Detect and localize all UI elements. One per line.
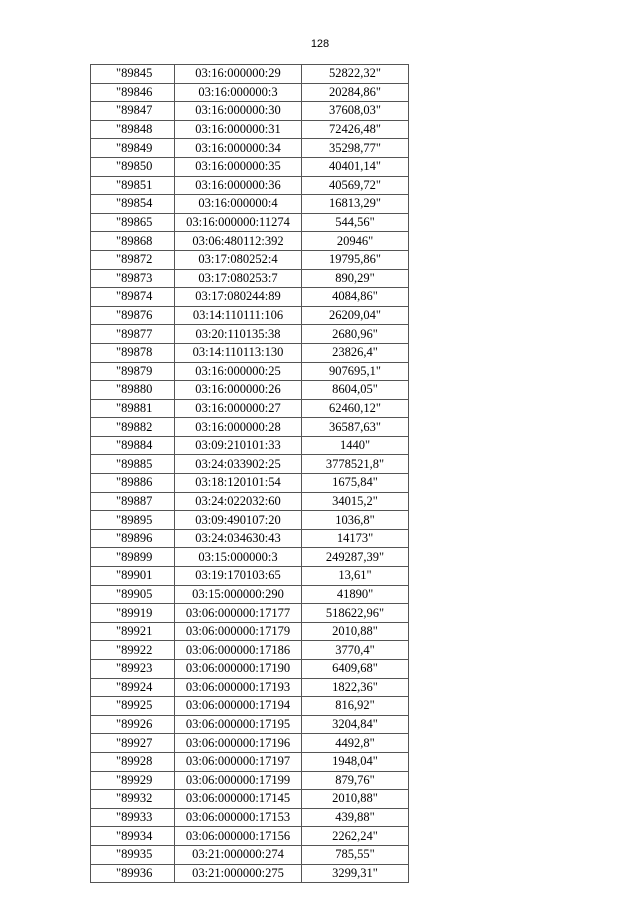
table-row (91, 529, 409, 548)
table-row (91, 176, 409, 195)
row-id-cell: "89919 (91, 604, 175, 623)
row-id-cell: "89880 (91, 381, 175, 400)
table-row (91, 641, 409, 660)
cadastral-number-cell: 03:16:000000:34 (175, 139, 302, 158)
cadastral-number-cell: 03:16:000000:29 (175, 65, 302, 84)
row-id-cell: "89878 (91, 343, 175, 362)
row-id-cell: "89932 (91, 790, 175, 809)
row-id-cell: "89884 (91, 436, 175, 455)
row-id-cell: "89934 (91, 827, 175, 846)
value-cell: 785,55" (302, 845, 409, 864)
row-id-cell: "89882 (91, 418, 175, 437)
row-id-cell: "89846 (91, 83, 175, 102)
value-cell: 40569,72" (302, 176, 409, 195)
row-id-cell: "89851 (91, 176, 175, 195)
row-id-cell: "89923 (91, 660, 175, 679)
table-row (91, 511, 409, 530)
row-id-cell: "89929 (91, 771, 175, 790)
value-cell: 3299,31" (302, 864, 409, 883)
value-cell: 3778521,8" (302, 455, 409, 474)
value-cell: 3204,84" (302, 715, 409, 734)
cadastral-number-cell: 03:16:000000:11274 (175, 213, 302, 232)
row-id-cell: "89887 (91, 492, 175, 511)
value-cell: 907695,1" (302, 362, 409, 381)
cadastral-number-cell: 03:15:000000:3 (175, 548, 302, 567)
table-row (91, 436, 409, 455)
row-id-cell: "89936 (91, 864, 175, 883)
value-cell: 2262,24" (302, 827, 409, 846)
row-id-cell: "89925 (91, 697, 175, 716)
value-cell: 36587,63" (302, 418, 409, 437)
cadastral-number-cell: 03:06:000000:17199 (175, 771, 302, 790)
table-row (91, 678, 409, 697)
row-id-cell: "89874 (91, 288, 175, 307)
row-id-cell: "89935 (91, 845, 175, 864)
cadastral-number-cell: 03:16:000000:31 (175, 120, 302, 139)
cadastral-number-cell: 03:16:000000:25 (175, 362, 302, 381)
cadastral-number-cell: 03:16:000000:28 (175, 418, 302, 437)
row-id-cell: "89848 (91, 120, 175, 139)
row-id-cell: "89886 (91, 474, 175, 493)
cadastral-number-cell: 03:16:000000:3 (175, 83, 302, 102)
value-cell: 34015,2" (302, 492, 409, 511)
row-id-cell: "89847 (91, 102, 175, 121)
cadastral-number-cell: 03:21:000000:274 (175, 845, 302, 864)
cadastral-number-cell: 03:20:110135:38 (175, 325, 302, 344)
row-id-cell: "89854 (91, 195, 175, 214)
data-table (90, 64, 409, 883)
value-cell: 35298,77" (302, 139, 409, 158)
cadastral-number-cell: 03:06:000000:17177 (175, 604, 302, 623)
row-id-cell: "89879 (91, 362, 175, 381)
value-cell: 14173" (302, 529, 409, 548)
row-id-cell: "89845 (91, 65, 175, 84)
table-row (91, 734, 409, 753)
cadastral-number-cell: 03:16:000000:36 (175, 176, 302, 195)
row-id-cell: "89905 (91, 585, 175, 604)
cadastral-number-cell: 03:17:080252:4 (175, 250, 302, 269)
table-row (91, 269, 409, 288)
table-row (91, 418, 409, 437)
row-id-cell: "89933 (91, 808, 175, 827)
table-row (91, 343, 409, 362)
table-row (91, 195, 409, 214)
value-cell: 4084,86" (302, 288, 409, 307)
cadastral-number-cell: 03:19:170103:65 (175, 567, 302, 586)
value-cell: 1675,84" (302, 474, 409, 493)
value-cell: 6409,68" (302, 660, 409, 679)
row-id-cell: "89873 (91, 269, 175, 288)
table-row (91, 325, 409, 344)
cadastral-number-cell: 03:06:000000:17190 (175, 660, 302, 679)
cadastral-number-cell: 03:16:000000:26 (175, 381, 302, 400)
row-id-cell: "89926 (91, 715, 175, 734)
row-id-cell: "89877 (91, 325, 175, 344)
table-row (91, 604, 409, 623)
value-cell: 23826,4" (302, 343, 409, 362)
cadastral-number-cell: 03:06:000000:17197 (175, 752, 302, 771)
value-cell: 41890" (302, 585, 409, 604)
cadastral-number-cell: 03:06:000000:17193 (175, 678, 302, 697)
cadastral-number-cell: 03:06:000000:17145 (175, 790, 302, 809)
table-row (91, 83, 409, 102)
row-id-cell: "89895 (91, 511, 175, 530)
cadastral-number-cell: 03:06:000000:17186 (175, 641, 302, 660)
cadastral-number-cell: 03:06:000000:17179 (175, 622, 302, 641)
table-row (91, 455, 409, 474)
table-row (91, 567, 409, 586)
table-row (91, 715, 409, 734)
row-id-cell: "89901 (91, 567, 175, 586)
row-id-cell: "89899 (91, 548, 175, 567)
value-cell: 4492,8" (302, 734, 409, 753)
table-row (91, 697, 409, 716)
value-cell: 439,88" (302, 808, 409, 827)
cadastral-number-cell: 03:14:110113:130 (175, 343, 302, 362)
value-cell: 13,61" (302, 567, 409, 586)
value-cell: 890,29" (302, 269, 409, 288)
table-row (91, 864, 409, 883)
table-row (91, 771, 409, 790)
cadastral-number-cell: 03:09:210101:33 (175, 436, 302, 455)
table-row (91, 399, 409, 418)
table-row (91, 474, 409, 493)
table-row (91, 548, 409, 567)
row-id-cell: "89868 (91, 232, 175, 251)
row-id-cell: "89896 (91, 529, 175, 548)
value-cell: 37608,03" (302, 102, 409, 121)
row-id-cell: "89928 (91, 752, 175, 771)
value-cell: 2680,96" (302, 325, 409, 344)
cadastral-number-cell: 03:06:480112:392 (175, 232, 302, 251)
value-cell: 1948,04" (302, 752, 409, 771)
table-row (91, 288, 409, 307)
cadastral-number-cell: 03:17:080253:7 (175, 269, 302, 288)
cadastral-number-cell: 03:06:000000:17195 (175, 715, 302, 734)
value-cell: 518622,96" (302, 604, 409, 623)
value-cell: 1440" (302, 436, 409, 455)
row-id-cell: "89924 (91, 678, 175, 697)
value-cell: 52822,32" (302, 65, 409, 84)
row-id-cell: "89865 (91, 213, 175, 232)
cadastral-number-cell: 03:06:000000:17194 (175, 697, 302, 716)
table-row (91, 306, 409, 325)
table-row (91, 790, 409, 809)
value-cell: 816,92" (302, 697, 409, 716)
cadastral-number-cell: 03:14:110111:106 (175, 306, 302, 325)
cadastral-number-cell: 03:18:120101:54 (175, 474, 302, 493)
cadastral-number-cell: 03:06:000000:17156 (175, 827, 302, 846)
cadastral-number-cell: 03:16:000000:4 (175, 195, 302, 214)
row-id-cell: "89927 (91, 734, 175, 753)
value-cell: 2010,88" (302, 790, 409, 809)
cadastral-number-cell: 03:06:000000:17196 (175, 734, 302, 753)
table-row (91, 102, 409, 121)
row-id-cell: "89881 (91, 399, 175, 418)
cadastral-number-cell: 03:24:022032:60 (175, 492, 302, 511)
page-number: 128 (310, 38, 330, 50)
row-id-cell: "89885 (91, 455, 175, 474)
cadastral-number-cell: 03:16:000000:27 (175, 399, 302, 418)
value-cell: 40401,14" (302, 157, 409, 176)
table-row (91, 65, 409, 84)
cadastral-number-cell: 03:06:000000:17153 (175, 808, 302, 827)
value-cell: 879,76" (302, 771, 409, 790)
table-row (91, 139, 409, 158)
table-row (91, 845, 409, 864)
value-cell: 26209,04" (302, 306, 409, 325)
value-cell: 20284,86" (302, 83, 409, 102)
value-cell: 3770,4" (302, 641, 409, 660)
value-cell: 8604,05" (302, 381, 409, 400)
value-cell: 249287,39" (302, 548, 409, 567)
table-row (91, 622, 409, 641)
value-cell: 19795,86" (302, 250, 409, 269)
cadastral-number-cell: 03:17:080244:89 (175, 288, 302, 307)
table-row (91, 381, 409, 400)
value-cell: 2010,88" (302, 622, 409, 641)
value-cell: 1036,8" (302, 511, 409, 530)
table-row (91, 362, 409, 381)
cadastral-number-cell: 03:09:490107:20 (175, 511, 302, 530)
value-cell: 20946" (302, 232, 409, 251)
cadastral-number-cell: 03:21:000000:275 (175, 864, 302, 883)
cadastral-number-cell: 03:16:000000:30 (175, 102, 302, 121)
table-row (91, 213, 409, 232)
row-id-cell: "89921 (91, 622, 175, 641)
table-row (91, 752, 409, 771)
table-row (91, 250, 409, 269)
table-row (91, 157, 409, 176)
row-id-cell: "89922 (91, 641, 175, 660)
table-row (91, 585, 409, 604)
row-id-cell: "89850 (91, 157, 175, 176)
cadastral-number-cell: 03:24:034630:43 (175, 529, 302, 548)
table-row (91, 808, 409, 827)
value-cell: 16813,29" (302, 195, 409, 214)
row-id-cell: "89872 (91, 250, 175, 269)
table-row (91, 827, 409, 846)
table-row (91, 660, 409, 679)
cadastral-number-cell: 03:24:033902:25 (175, 455, 302, 474)
table-row (91, 492, 409, 511)
table-row (91, 120, 409, 139)
table-row (91, 232, 409, 251)
row-id-cell: "89876 (91, 306, 175, 325)
value-cell: 1822,36" (302, 678, 409, 697)
table-body (91, 65, 409, 883)
value-cell: 72426,48" (302, 120, 409, 139)
cadastral-number-cell: 03:15:000000:290 (175, 585, 302, 604)
value-cell: 544,56" (302, 213, 409, 232)
cadastral-number-cell: 03:16:000000:35 (175, 157, 302, 176)
value-cell: 62460,12" (302, 399, 409, 418)
row-id-cell: "89849 (91, 139, 175, 158)
